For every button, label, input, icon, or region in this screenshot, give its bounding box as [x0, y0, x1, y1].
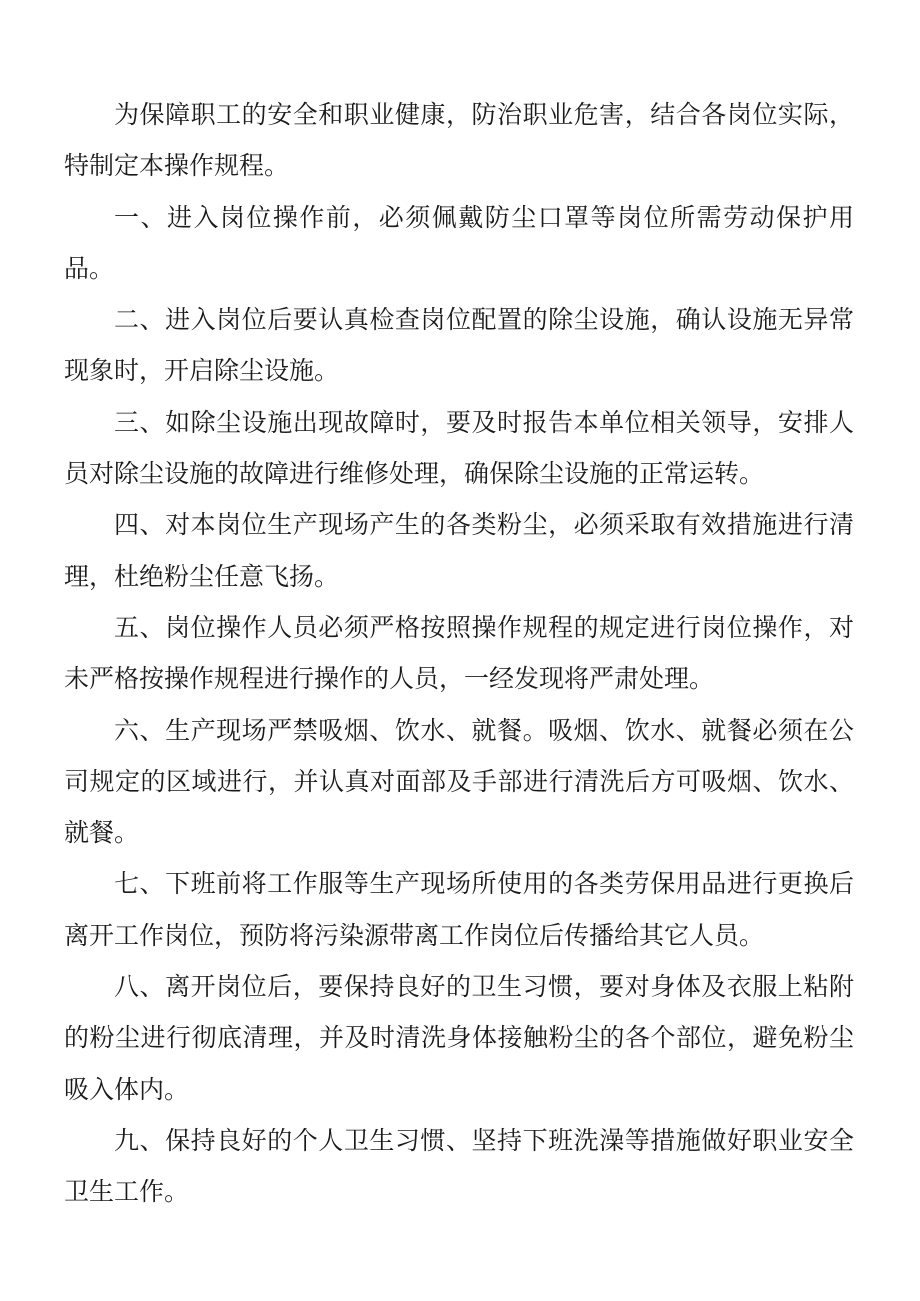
paragraph-rule-5: 五、岗位操作人员必须严格按照操作规程的规定进行岗位操作，对未严格按操作规程进行操作的人员，一经发现将严肃处理。: [64, 612, 854, 694]
paragraph-rule-8: 八、离开岗位后，要保持良好的卫生习惯，要对身体及衣服上粘附的粉尘进行彻底清理，并及时清洗身体接触粉尘的各个部位，避免粉尘吸入体内。: [64, 972, 854, 1104]
paragraph-rule-4: 四、对本岗位生产现场产生的各类粉尘，必须采取有效措施进行清理，杜绝粉尘任意飞扬。: [64, 510, 854, 591]
paragraph-rule-3: 三、如除尘设施出现故障时，要及时报告本单位相关领导，安排人员对除尘设施的故障进行维修处理，确保除尘设施的正常运转。: [64, 407, 854, 489]
paragraph-intro: 为保障职工的安全和职业健康，防治职业危害，结合各岗位实际，特制定本操作规程。: [64, 100, 854, 181]
paragraph-rule-2: 二、进入岗位后要认真检查岗位配置的除尘设施，确认设施无异常现象时，开启除尘设施。: [64, 305, 854, 386]
paragraph-rule-7: 七、下班前将工作服等生产现场所使用的各类劳保用品进行更换后离开工作岗位，预防将污染源带离工作岗位后传播给其它人员。: [64, 869, 854, 950]
document-body: [64, 89, 854, 1218]
paragraph-rule-6: 六、生产现场严禁吸烟、饮水、就餐。吸烟、饮水、就餐必须在公司规定的区域进行，并认真对面部及手部进行清洗后方可吸烟、饮水、就餐。: [64, 715, 854, 848]
paragraph-rule-9: 九、保持良好的个人卫生习惯、坚持下班洗澡等措施做好职业安全卫生工作。: [64, 1125, 854, 1207]
paragraph-rule-1: 一、进入岗位操作前，必须佩戴防尘口罩等岗位所需劳动保护用品。: [64, 202, 854, 283]
